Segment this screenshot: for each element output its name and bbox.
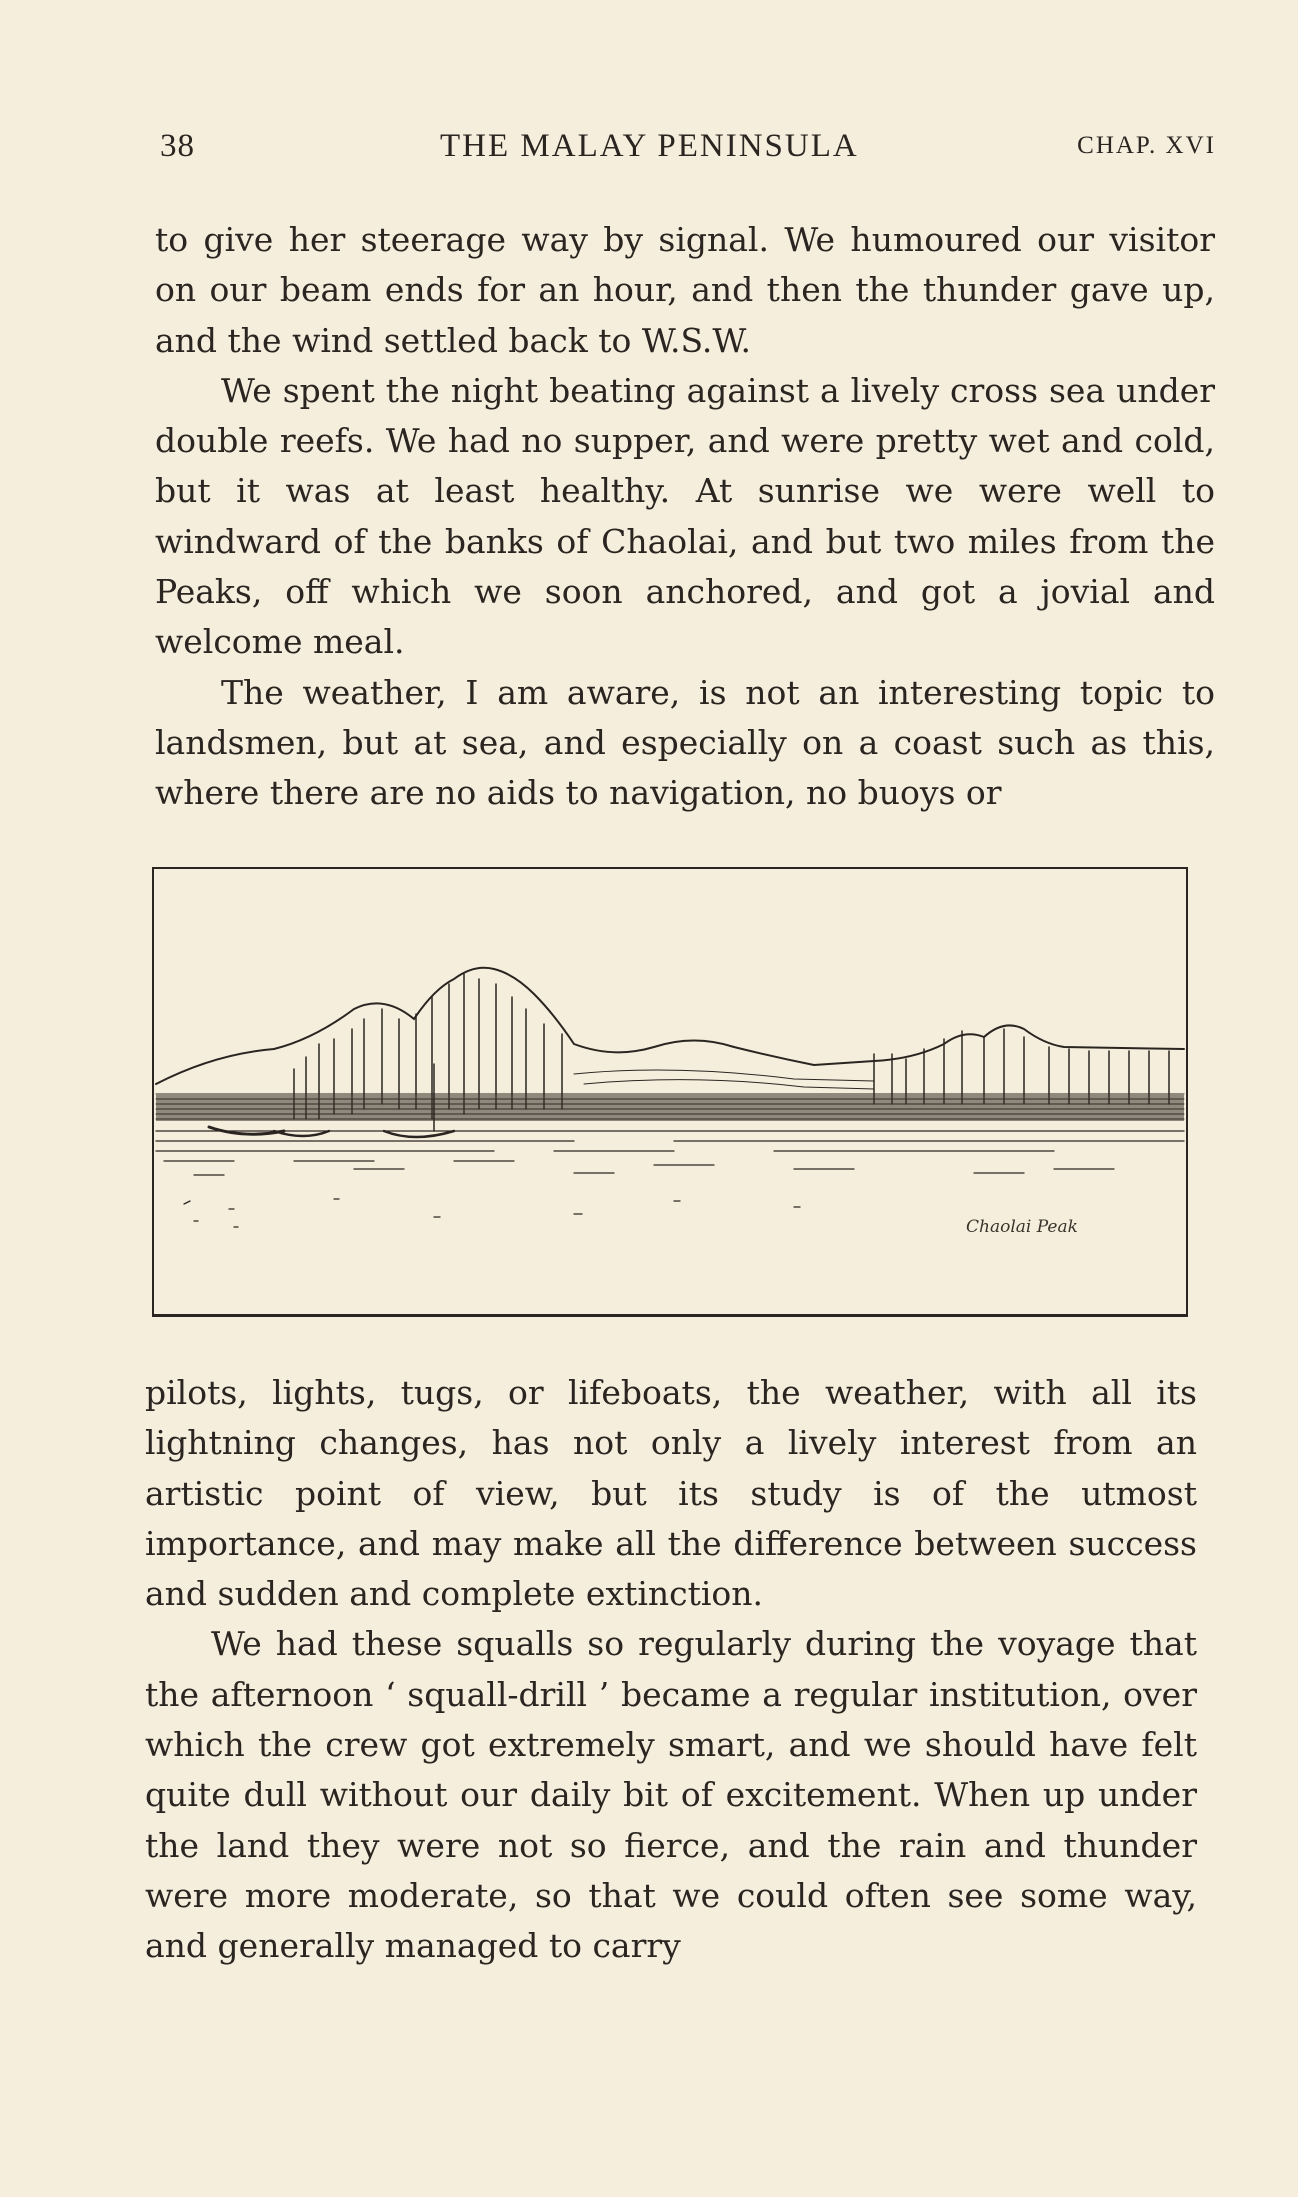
paragraph: to give her steerage way by signal. We humoured our visitor on our beam ends for an hour, and then the thunder gave up, and the wind settled back to W.S.W.	[155, 220, 1215, 360]
paragraph: The weather, I am aware, is not an interesting topic to landsmen, but at sea, and especially on a coast such as this, where there are no aids to navigation, no buoys or	[155, 672, 1215, 813]
boat	[384, 1131, 454, 1137]
figure-caption: Chaolai Peak	[966, 1217, 1078, 1237]
book-title: THE MALAY PENINSULA	[440, 128, 859, 164]
paragraph: We had these squalls so regularly during the voyage that the afternoon ‘ squall-drill ’ became a regular institution, over which the crew got extremely smart, and we should have felt quite dull without our daily bit of excitement. When up under the land they were not so fierce, and the rain and thunder were more moderate, so that we could often see some way, and generally managed to carry	[145, 1624, 1197, 1966]
hill-outline-right	[874, 1025, 1184, 1061]
chapter-label: CHAP. XVI	[1077, 132, 1216, 159]
page-number: 38	[160, 128, 195, 164]
coastline-sketch	[154, 869, 1186, 1315]
body-text-bottom	[145, 1368, 1197, 1972]
running-head	[160, 128, 1216, 172]
paragraph: We spent the night beating against a lively cross sea under double reefs. We had no supper, and were pretty wet and cold, but it was at least healthy. At sunrise we were well to windward of the banks of Chaolai, and but two miles from the Peaks, off which we soon anchored, and got a jovial and welcome meal.	[155, 370, 1215, 662]
body-text-top	[155, 215, 1215, 819]
illustration-figure	[152, 867, 1188, 1317]
hill-outline	[156, 968, 874, 1084]
paragraph: pilots, lights, tugs, or lifeboats, the weather, with all its lightning changes, has not only a lively interest from an artistic point of view, but its study is of the utmost importance, and may make all the difference between success and sudden and complete extinction.	[145, 1373, 1197, 1614]
